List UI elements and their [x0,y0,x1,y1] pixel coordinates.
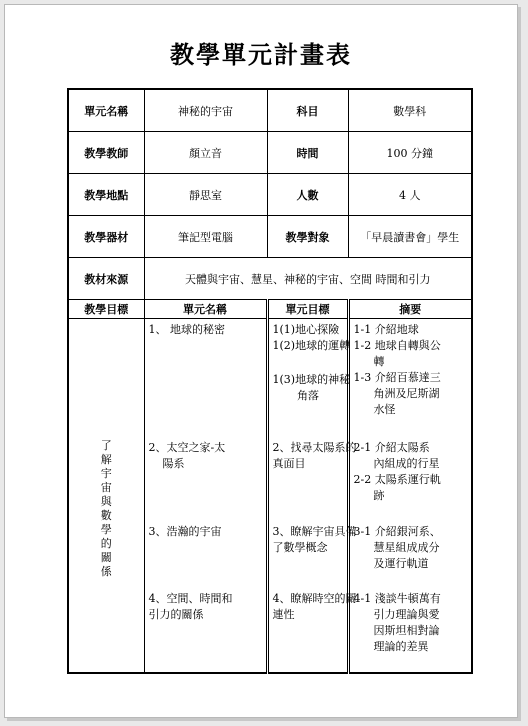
row-source [68,258,472,300]
unit-goal-4: 4、瞭解時空的關 連性 [272,592,357,621]
label-location: 教學地點 [68,174,144,216]
label-subject: 科目 [267,89,348,132]
value-source: 天體與宇宙、慧星、神秘的宇宙、空間 時間和引力 [144,258,472,300]
row-unit-name [68,89,472,132]
row-location [68,174,472,216]
lesson-plan-table [67,88,473,674]
teaching-goal-cell [68,319,144,674]
unit-goals-cell [267,319,357,674]
value-unit-name: 神秘的宇宙 [144,89,267,132]
header-unit-name: 單元名稱 [144,300,267,319]
value-time: 100 分鐘 [348,132,472,174]
label-unit-name: 單元名稱 [68,89,144,132]
row-teacher [68,132,472,174]
row-column-headers [68,300,472,319]
header-summary: 摘要 [348,300,472,319]
header-unit-goal: 單元目標 [267,300,348,319]
value-location: 靜思室 [144,174,267,216]
value-audience: 「早晨讀書會」學生 [348,216,472,258]
label-audience: 教學對象 [267,216,348,258]
header-teaching-goal: 教學目標 [68,300,144,319]
unit-names-cell [144,319,267,674]
value-equipment: 筆記型電腦 [144,216,267,258]
unit-goal-1-3: 1(3)地球的神秘 角落 [272,373,351,402]
unit-3: 3、浩瀚的宇宙 [148,525,222,538]
value-subject: 數學科 [348,89,472,132]
label-teacher: 教學教師 [68,132,144,174]
teaching-goal-text: 了 解 宇 宙 與 數 學 的 關 係 [100,439,112,578]
unit-4: 4、空間、時間和 引力的關係 [148,592,233,621]
summary-2: 2-1 介紹太陽系 內組成的行星 2-2 太陽系運行軌 跡 [353,441,441,502]
label-source: 教材來源 [68,258,144,300]
label-headcount: 人數 [267,174,348,216]
document-page [4,4,518,718]
unit-goal-1: 1(1)地心探險 1(2)地球的運轉 [272,323,351,352]
page-title: 教學單元計畫表 [170,40,352,69]
label-time: 時間 [267,132,348,174]
row-content [68,319,472,674]
label-equipment: 教學器材 [68,216,144,258]
summary-3: 3-1 介紹銀河系、 慧星組成成分 及運行軌道 [353,525,441,570]
summaries-cell [348,319,472,674]
value-headcount: 4 人 [348,174,472,216]
value-teacher: 顏立音 [144,132,267,174]
unit-goal-3: 3、瞭解宇宙具備 了數學概念 [272,525,357,554]
unit-2: 2、太空之家-太 陽系 [148,441,226,470]
summary-4: 4-1 淺談牛頓萬有 引力理論與愛 因斯坦相對論 理論的差異 [353,592,441,653]
row-equipment [68,216,472,258]
unit-goal-2: 2、找尋太陽系的 真面目 [272,441,357,470]
unit-1: 1、 地球的秘密 [148,323,225,336]
summary-1: 1-1 介紹地球 1-2 地球自轉與公 轉 1-3 介紹百慕達三 角洲及尼斯湖 水怪 [353,323,441,416]
